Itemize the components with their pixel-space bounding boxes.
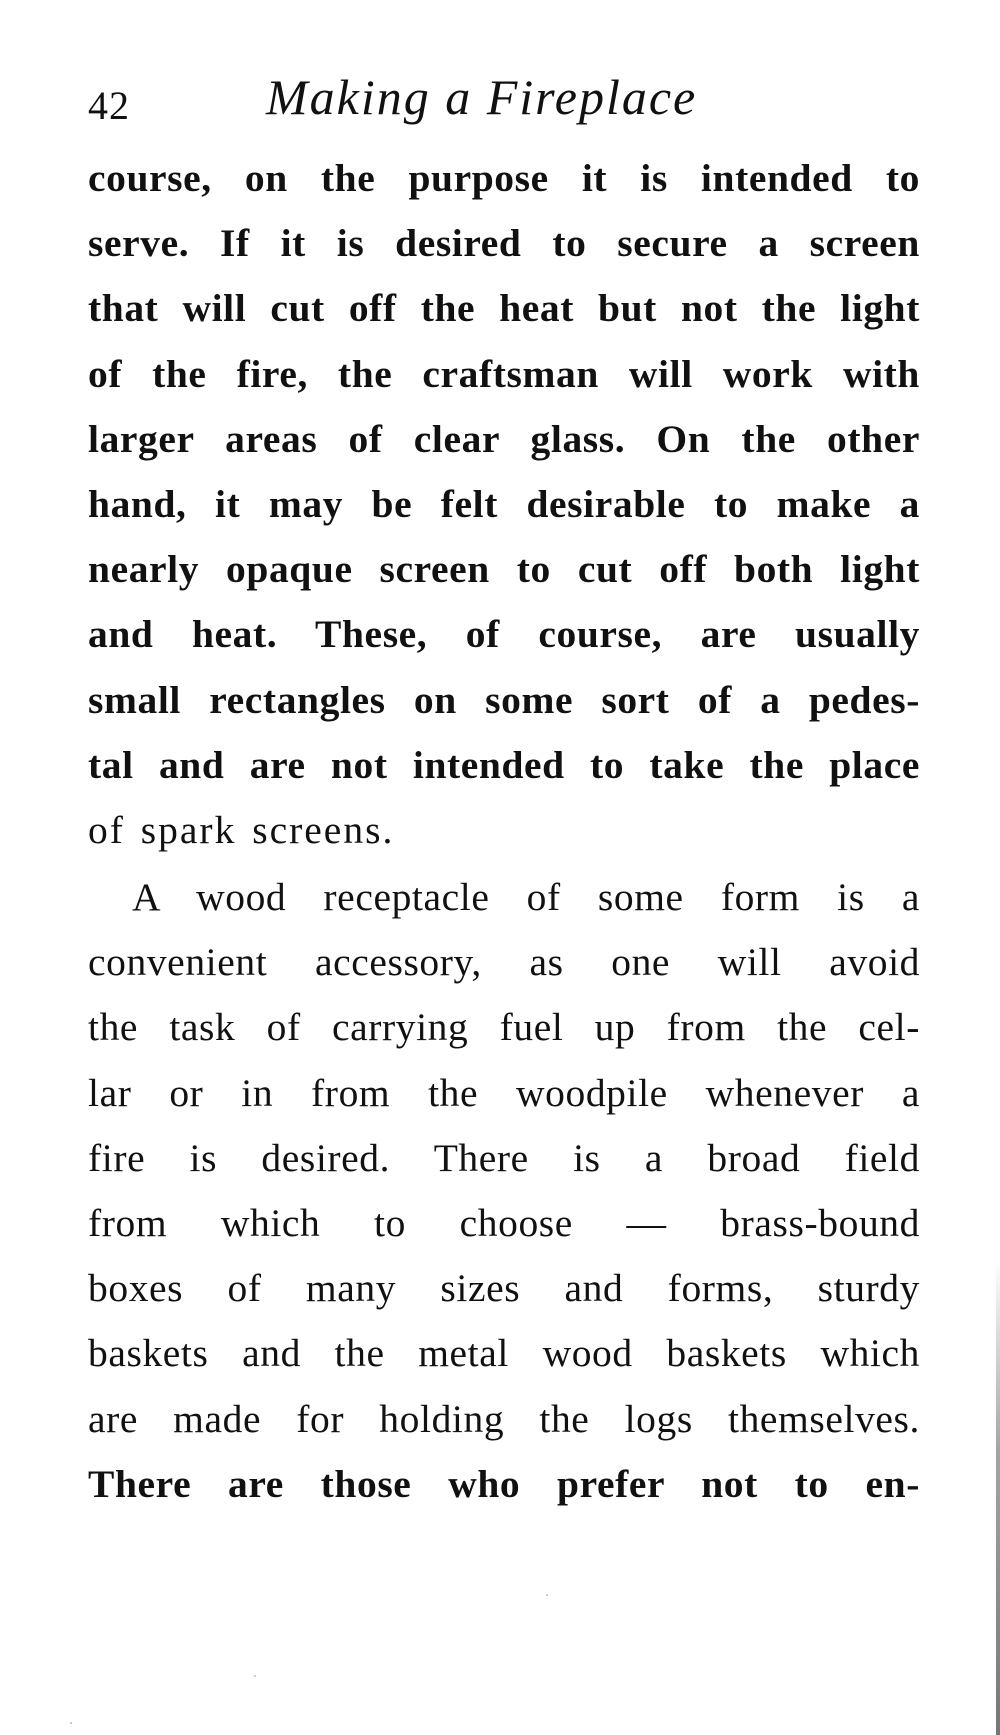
running-title: Making a Fireplace	[266, 69, 698, 125]
paragraph-1	[88, 146, 920, 863]
running-head	[88, 68, 928, 128]
text-line: of spark screens.	[88, 807, 395, 852]
text-line: baskets and the metal wood baskets which	[88, 1331, 920, 1376]
text-line: There are those who prefer not to en-	[88, 1461, 920, 1506]
text-line: the task of carrying fuel up from the cel-	[88, 1005, 920, 1050]
text-line: fire is desired. There is a broad field	[88, 1135, 920, 1180]
text-line: nearly opaque screen to cut off both light	[88, 547, 920, 592]
text-line: convenient accessory, as one will avoid	[88, 940, 920, 985]
text-line: A wood receptacle of some form is a	[132, 875, 920, 920]
text-line: small rectangles on some sort of a pedes-	[88, 677, 920, 722]
body-text	[88, 146, 920, 1517]
text-line: of the fire, the craftsman will work with	[88, 351, 920, 396]
text-line: that will cut off the heat but not the light	[88, 286, 920, 331]
paper-speck	[546, 1594, 548, 1596]
text-line: larger areas of clear glass. On the other	[88, 416, 920, 461]
text-line: course, on the purpose it is intended to	[88, 156, 920, 200]
paper-speck	[254, 1675, 256, 1677]
page-number: 42	[88, 83, 130, 128]
page-edge-shadow	[996, 1260, 1000, 1735]
text-line: and heat. These, of course, are usually	[88, 612, 920, 657]
paragraph-2	[88, 865, 920, 1517]
text-line: hand, it may be felt desirable to make a	[88, 481, 920, 526]
text-line: are made for holding the logs themselves.	[88, 1396, 920, 1441]
text-line: lar or in from the woodpile whenever a	[88, 1070, 920, 1115]
text-line: serve. If it is desired to secure a screen	[88, 221, 920, 266]
paper-speck	[70, 1722, 72, 1724]
text-line: boxes of many sizes and forms, sturdy	[88, 1266, 920, 1311]
text-line: tal and are not intended to take the place	[88, 742, 920, 787]
text-line: from which to choose — brass-bound	[88, 1201, 920, 1245]
